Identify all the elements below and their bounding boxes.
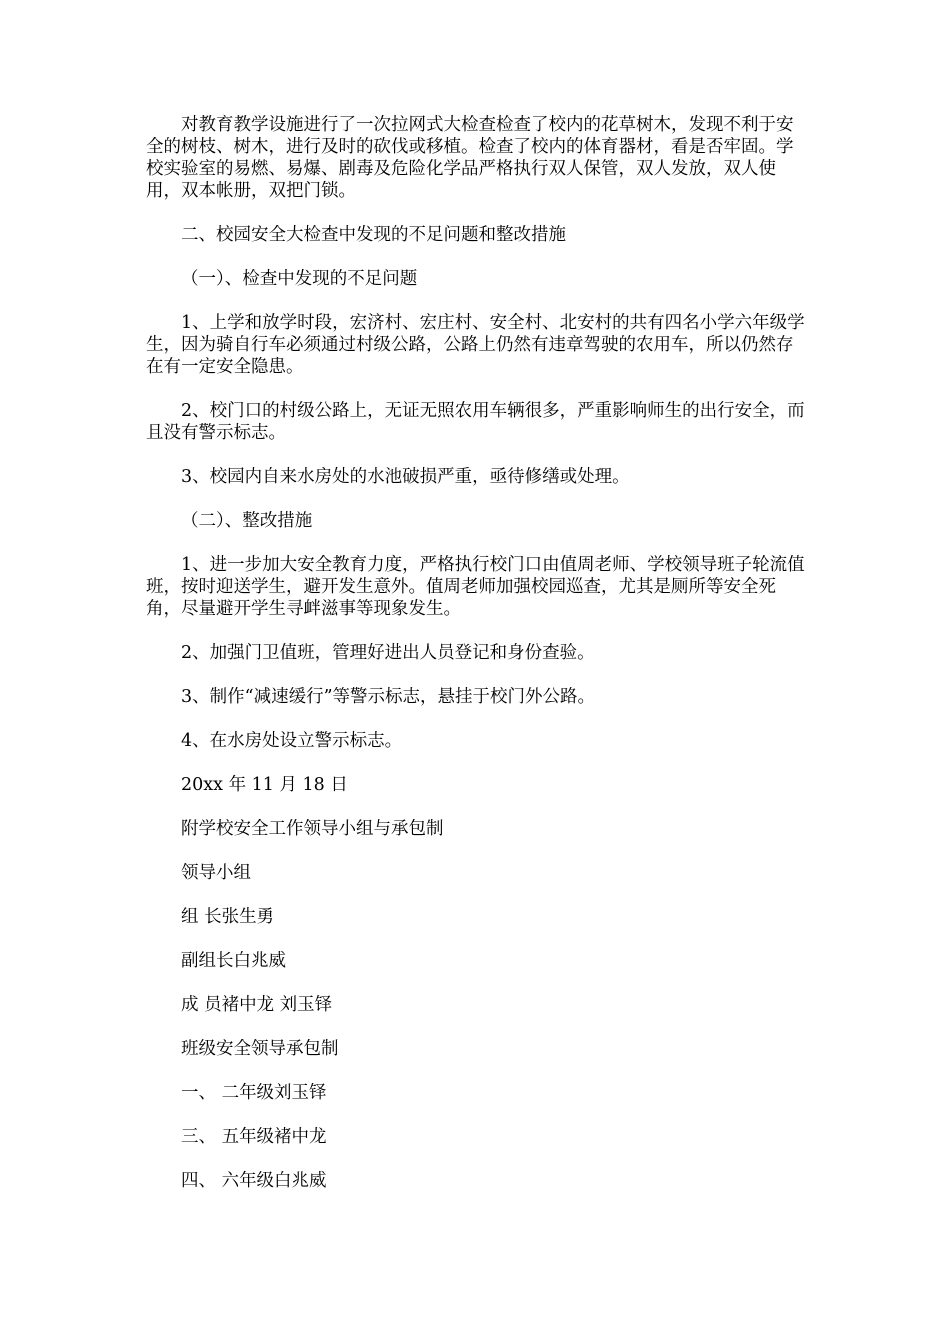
problem-item-3: 3、校园内自来水房处的水池破损严重，亟待修缮或处理。 <box>181 467 630 487</box>
document-body <box>146 114 806 1214</box>
measure-item-3: 3、制作“减速缓行”等警示标志，悬挂于校门外公路。 <box>181 687 596 707</box>
measure-item-2: 2、加强门卫值班，管理好进出人员登记和身份查验。 <box>181 643 595 663</box>
group-members: 成 员褚中龙 刘玉铎 <box>181 995 333 1015</box>
subsection-heading-problems: （一）、检查中发现的不足问题 <box>181 269 418 289</box>
measure-item-1: 1、进一步加大安全教育力度，严格执行校门口由值周老师、学校领导班子轮流值班，按时迎送学生，避开发生意外。值周老师加强校园巡查，尤其是厕所等安全死角，尽量避开学生寻衅滋事等现象发生。 <box>146 555 805 619</box>
appendix-title: 附学校安全工作领导小组与承包制 <box>181 819 444 839</box>
class-item: 三、 五年级褚中龙 <box>181 1127 327 1147</box>
problem-item-1: 1、上学和放学时段，宏济村、宏庄村、安全村、北安村的共有四名小学六年级学生，因为骑自行车必须通过村级公路，公路上仍然有违章驾驶的农用车，所以仍然存在有一定安全隐患。 <box>146 313 805 377</box>
leader-group-heading: 领导小组 <box>181 863 251 883</box>
group-leader: 组 长张生勇 <box>181 907 275 927</box>
paragraph-inspection: 对教育教学设施进行了一次拉网式大检查检查了校内的花草树木，发现不利于安全的树枝、树木，进行及时的砍伐或移植。检查了校内的体育器材，看是否牢固。学校实验室的易燃、易爆、剧毒及危险化学品严格执行双人保管，双人发放，双人使用，双本帐册，双把门锁。 <box>146 115 794 201</box>
class-responsibility-heading: 班级安全领导承包制 <box>181 1039 339 1059</box>
deputy-group-leader: 副组长白兆威 <box>181 951 286 971</box>
problem-item-2: 2、校门口的村级公路上，无证无照农用车辆很多，严重影响师生的出行安全，而且没有警示标志。 <box>146 401 805 443</box>
measure-item-4: 4、在水房处设立警示标志。 <box>181 731 403 751</box>
subsection-heading-measures: （二）、整改措施 <box>181 511 313 531</box>
document-date: 20xx 年 11 月 18 日 <box>181 775 348 795</box>
class-item: 一、 二年级刘玉铎 <box>181 1083 327 1103</box>
class-item: 四、 六年级白兆威 <box>181 1171 327 1191</box>
section-heading-problems-and-measures: 二、校园安全大检查中发现的不足问题和整改措施 <box>181 225 566 245</box>
